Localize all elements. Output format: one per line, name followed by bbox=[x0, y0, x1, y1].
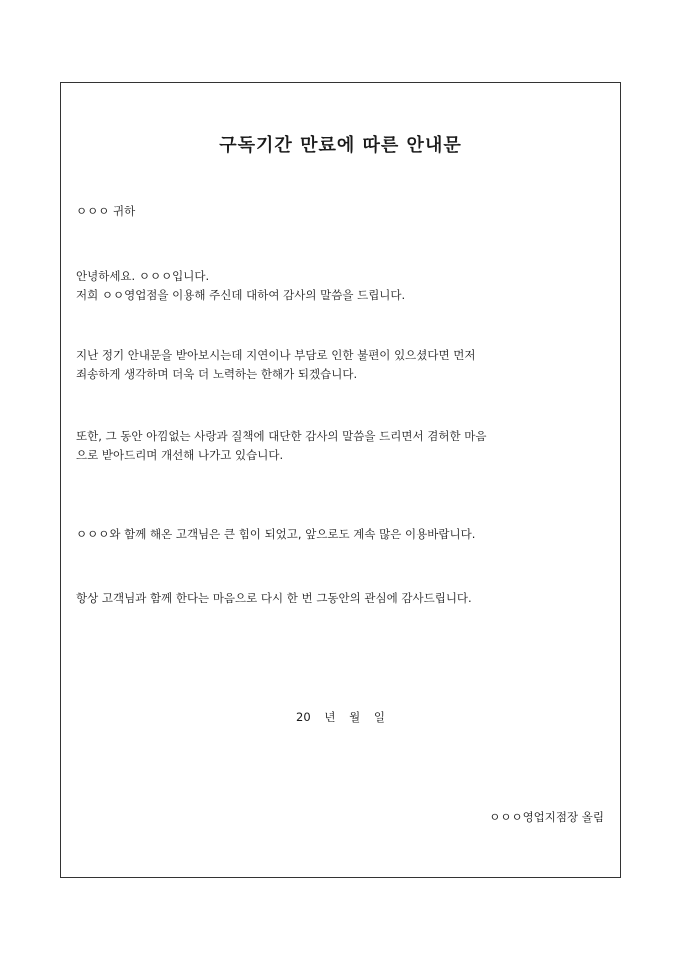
paragraph-1-line-1: 안녕하세요. ㅇㅇㅇ입니다. bbox=[76, 269, 210, 283]
document-frame bbox=[60, 82, 621, 878]
paragraph-1-line-2: 저희 ㅇㅇ영업점을 이용해 주신데 대하여 감사의 말씀을 드립니다. bbox=[76, 288, 406, 302]
document-title: 구독기간 만료에 따른 안내문 bbox=[219, 135, 462, 156]
paragraph-3 bbox=[76, 427, 608, 465]
paragraph-5-line-1: 항상 고객님과 함께 한다는 마음으로 다시 한 번 그동안의 관심에 감사드립니다. bbox=[76, 591, 472, 605]
paragraph-3-line-1: 또한, 그 동안 아낌없는 사랑과 질책에 대단한 감사의 말씀을 드리면서 겸허한 마음 bbox=[76, 429, 487, 443]
paragraph-5 bbox=[76, 589, 608, 608]
recipient-greeting: ㅇㅇㅇ 귀하 bbox=[76, 204, 136, 218]
paragraph-1 bbox=[76, 267, 608, 305]
paragraph-4 bbox=[76, 525, 608, 544]
date-line: 20 년 월 일 bbox=[296, 710, 385, 724]
paragraph-2 bbox=[76, 346, 608, 384]
paragraph-2-line-2: 죄송하게 생각하며 더욱 더 노력하는 한해가 되겠습니다. bbox=[76, 367, 358, 381]
sender-signature: ㅇㅇㅇ영업지점장 올림 bbox=[489, 810, 604, 824]
paragraph-4-line-1: ㅇㅇㅇ와 함께 해온 고객님은 큰 힘이 되었고, 앞으로도 계속 많은 이용바랍니다. bbox=[76, 527, 476, 541]
paragraph-2-line-1: 지난 정기 안내문을 받아보시는데 지연이나 부담로 인한 불편이 있으셨다면 먼저 bbox=[76, 348, 476, 362]
paragraph-3-line-2: 으로 받아드리며 개선해 나가고 있습니다. bbox=[76, 448, 284, 462]
